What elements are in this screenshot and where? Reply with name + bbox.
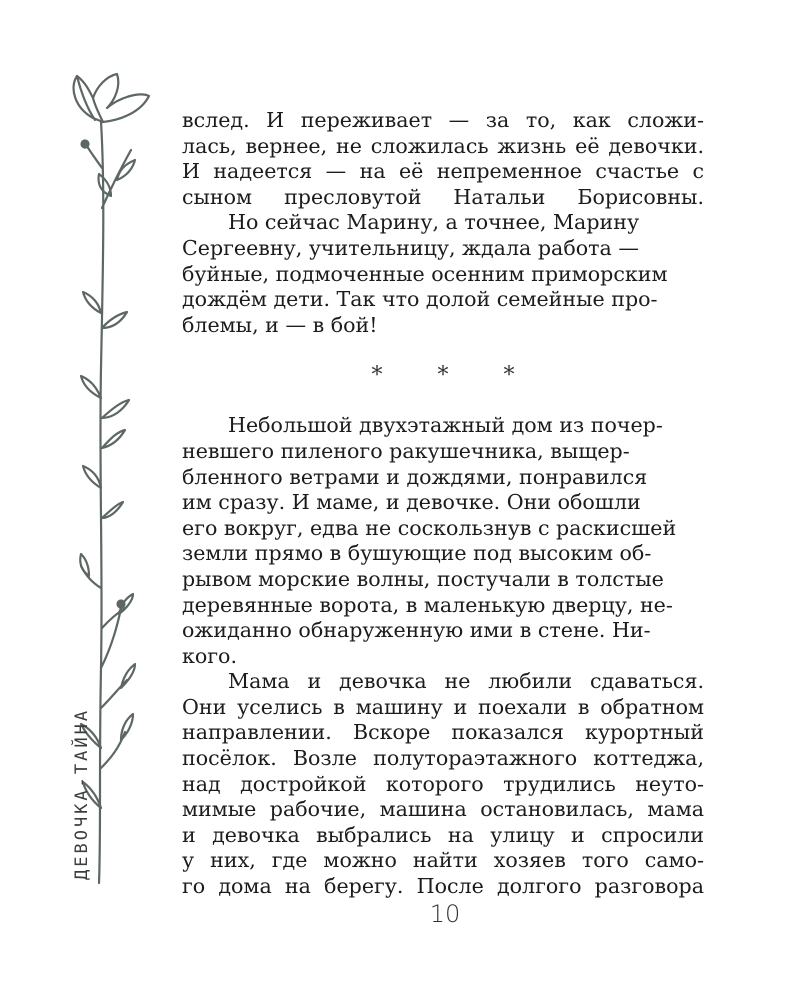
text-line: посёлок. Возле полутораэтажного коттеджа,	[182, 746, 704, 771]
text-line: его вокруг, едва не соскользнув с раскисшей	[182, 515, 677, 540]
text-line: у них, где можно найти хозяев того само-	[182, 848, 704, 873]
text-line: блемы, и — в бой!	[182, 312, 378, 337]
paragraph	[182, 210, 704, 338]
paragraph	[182, 669, 704, 899]
text-line: дождём дети. Так что долой семейные про-	[182, 287, 658, 312]
text-line: над достройкой которого трудились неуто-	[182, 771, 704, 796]
text-line: невшего пиленого ракушечника, выщер-	[182, 438, 630, 463]
running-head: ДЕВОЧКА-ТАЙНА	[72, 707, 92, 880]
text-line: мимые рабочие, машина остановилась, мама	[182, 797, 704, 822]
text-line: Но сейчас Марину, а точнее, Марину	[228, 210, 640, 235]
text-line: Они уселись в машину и поехали в обратном	[182, 694, 704, 719]
page-number: 10	[429, 900, 461, 928]
text-line: им сразу. И маме, и девочке. Они обошли	[182, 490, 641, 515]
text-line: лась, вернее, не сложилась жизнь её девочки.	[182, 133, 704, 158]
text-line: Небольшой двухэтажный дом из почер-	[228, 413, 663, 438]
text-line: Сергеевну, учительницу, ждала работа —	[182, 235, 639, 260]
paragraph	[182, 413, 704, 669]
text-line: направлении. Вскоре показался курортный	[182, 720, 704, 745]
paragraph-continued	[182, 108, 704, 210]
text-line: деревянные ворота, в маленькую дверцу, не-	[182, 592, 673, 617]
text-line: вслед. И переживает — за то, как сложи-	[182, 108, 704, 132]
text-line: го дома на берегу. После долгого разговора	[182, 874, 704, 899]
text-line: и девочка выбрались на улицу и спросили	[182, 822, 704, 847]
main-text	[182, 108, 704, 900]
text-line: ожиданно обнаруженную ими в стене. Ни-	[182, 618, 651, 643]
text-line: земли прямо в бушующие под высоким об-	[182, 541, 652, 566]
text-line: рывом морские волны, постучали в толстые	[182, 566, 664, 591]
text-line: буйные, подмоченные осенним приморским	[182, 261, 668, 286]
text-line: И надеется — на её непременное счастье с	[182, 159, 704, 184]
text-line: кого.	[182, 643, 238, 668]
text-line: сыном пресловутой Натальи Борисовны.	[182, 184, 704, 209]
text-line: бленного ветрами и дождями, понравился	[182, 464, 648, 489]
text-line: Мама и девочка не любили сдаваться.	[228, 669, 704, 694]
section-separator: * * *	[371, 363, 539, 389]
